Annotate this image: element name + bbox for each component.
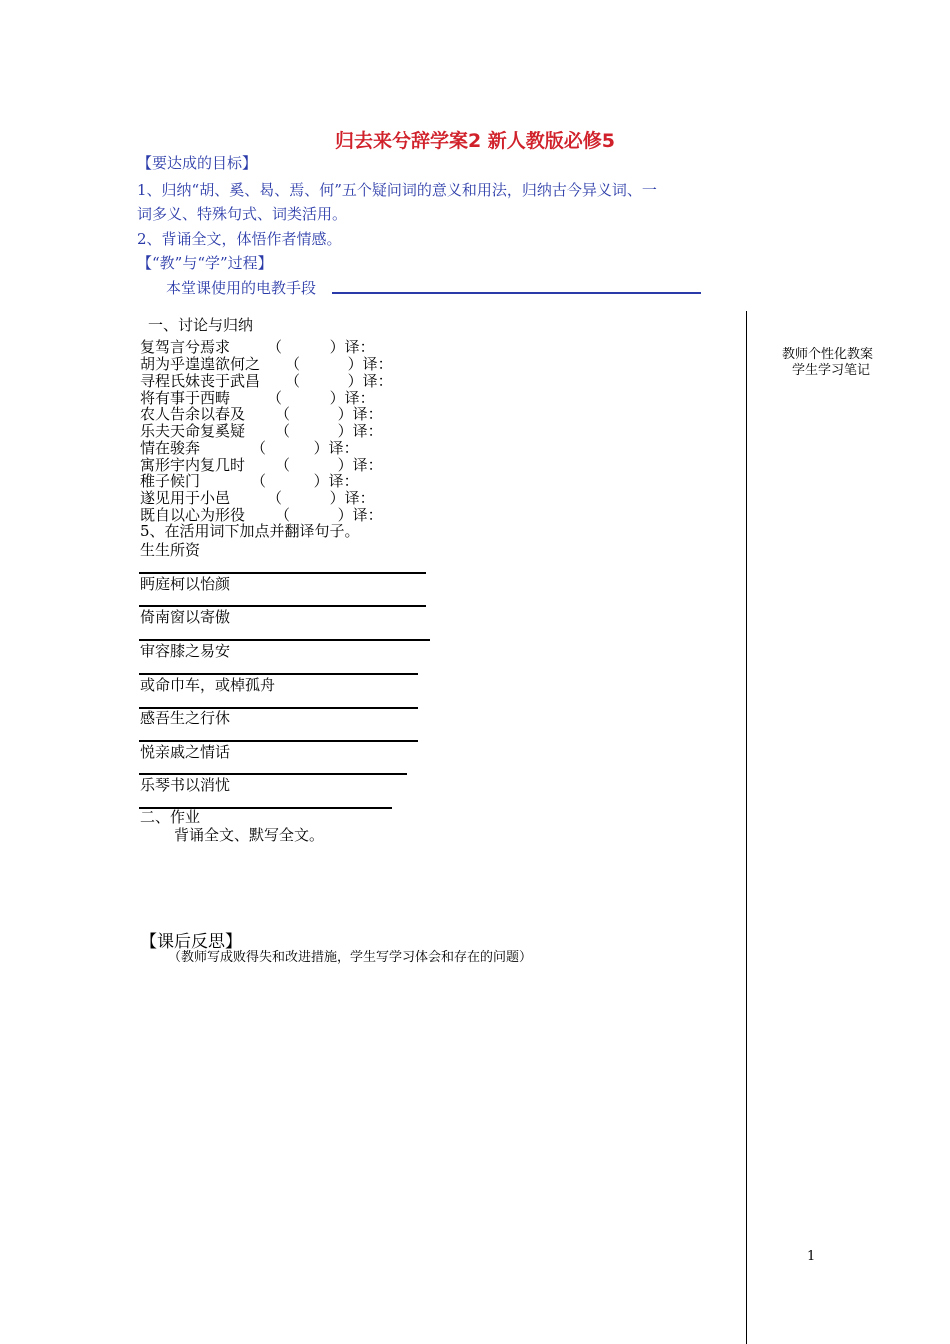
question-blank: （ ）译： (285, 372, 393, 390)
sentence-item: 悦亲戚之情话 (140, 743, 231, 761)
process-heading: 【“教”与“学”过程】 (137, 254, 273, 272)
question-row (140, 356, 393, 373)
question-blank: （ ）译： (267, 338, 375, 356)
question-text: 农人告余以春及 (140, 405, 246, 423)
question-row (140, 490, 375, 507)
sentence-item: 眄庭柯以怡颜 (140, 575, 231, 593)
goal-item-2: 2、背诵全文，体悟作者情感。 (137, 230, 342, 248)
question-blank: （ ）译： (275, 506, 383, 524)
question-blank: （ ）译： (267, 489, 375, 507)
item-5-instruction: 5、在活用词下加点并翻译句子。 (140, 522, 360, 540)
question-text: 将有事于西畴 (140, 389, 231, 407)
question-blank: （ ）译： (275, 456, 383, 474)
question-row (140, 440, 359, 457)
answer-line (139, 572, 426, 574)
column-divider (746, 311, 747, 1344)
page-number: 1 (807, 1249, 816, 1264)
question-row (140, 473, 359, 490)
question-blank: （ ）译： (251, 472, 359, 490)
answer-line (139, 673, 418, 675)
question-row (140, 373, 393, 390)
homework-task: 背诵全文、默写全文。 (174, 826, 325, 844)
sentence-item: 乐琴书以消忧 (140, 776, 231, 794)
goals-heading: 【要达成的目标】 (137, 154, 258, 172)
sentence-item: 生生所资 (140, 541, 201, 559)
question-text: 稚子候门 (140, 472, 201, 490)
question-blank: （ ）译： (275, 405, 383, 423)
question-text: 复驾言兮焉求 (140, 338, 231, 356)
section-1-heading: 一、讨论与归纳 (148, 316, 254, 334)
question-row (140, 423, 383, 440)
question-text: 遂见用于小邑 (140, 489, 231, 507)
sentence-item: 审容膝之易安 (140, 642, 231, 660)
sidebar-teacher-label: 教师个性化教案 (782, 347, 874, 362)
question-text: 既自以心为形役 (140, 506, 246, 524)
question-row (140, 406, 383, 423)
section-2-heading: 二、作业 (140, 808, 201, 826)
goal-item-1-line-1: 1、归纳“胡、奚、曷、焉、何”五个疑问词的意义和用法，归纳古今异义词、一 (137, 181, 657, 199)
question-text: 寓形宇内复几时 (140, 456, 246, 474)
goal-item-1-line-2: 词多义、特殊句式、词类活用。 (137, 205, 348, 223)
media-label: 本堂课使用的电教手段 (166, 279, 317, 297)
sentence-item: 感吾生之行休 (140, 709, 231, 727)
answer-line (139, 639, 430, 641)
question-blank: （ ）译： (267, 389, 375, 407)
question-row (140, 339, 375, 356)
question-blank: （ ）译： (275, 422, 383, 440)
answer-line (139, 740, 418, 742)
question-blank: （ ）译： (251, 439, 359, 457)
question-blank: （ ）译： (285, 355, 393, 373)
sentence-item: 倚南窗以寄傲 (140, 608, 231, 626)
answer-line (139, 605, 426, 607)
question-text: 乐夫天命复奚疑 (140, 422, 246, 440)
media-fill-line (332, 292, 701, 294)
question-text: 寻程氏妹丧于武昌 (140, 372, 261, 390)
answer-line (139, 773, 407, 775)
sentence-item: 或命巾车，或棹孤舟 (140, 676, 276, 694)
page-title: 归去来兮辞学案2 新人教版必修5 (334, 130, 616, 152)
sidebar-student-label: 学生学习笔记 (792, 363, 871, 378)
reflection-note: （教师写成败得失和改进措施，学生写学习体会和存在的问题） (168, 950, 533, 965)
question-text: 胡为乎遑遑欲何之 (140, 355, 261, 373)
reflection-heading: 【课后反思】 (140, 932, 242, 952)
question-text: 情在骏奔 (140, 439, 201, 457)
